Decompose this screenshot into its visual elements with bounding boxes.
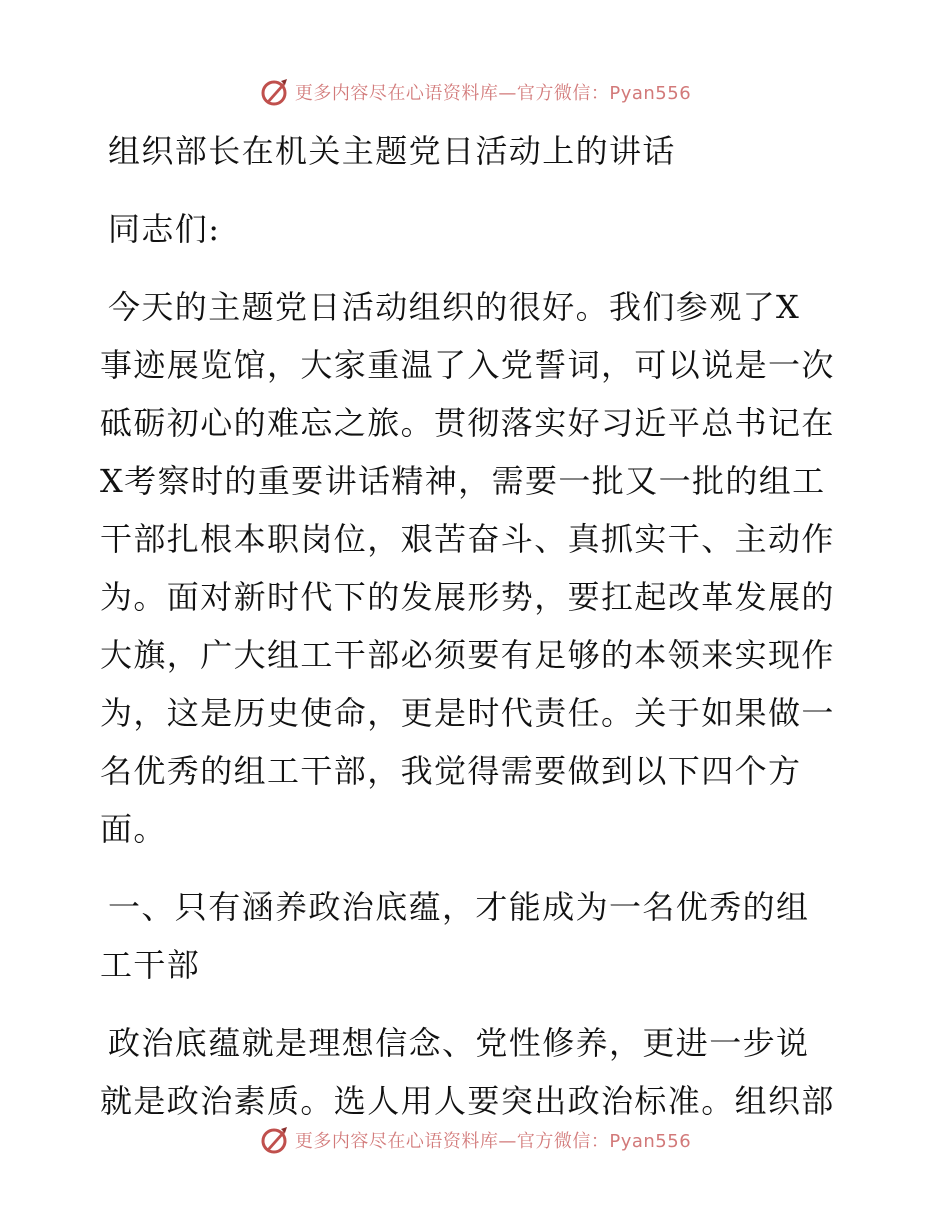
paragraph-1	[100, 278, 850, 858]
paragraph-line: X考察时的重要讲话精神，需要一批又一批的组工	[100, 462, 826, 500]
paragraph-line: 政治底蕴就是理想信念、党性修养，更进一步说	[108, 1024, 810, 1062]
paragraph-line: 为，这是历史使命，更是时代责任。关于如果做一	[100, 694, 835, 732]
heading-line: 一、只有涵养政治底蕴，才能成为一名优秀的组	[108, 888, 810, 926]
paragraph-line: 就是政治素质。选人用人要突出政治标准。组织部	[100, 1082, 835, 1120]
banner-text: 更多内容尽在心语资料库—官方微信：Pyan556	[294, 1131, 692, 1152]
document-body	[100, 122, 850, 1130]
heading-line: 工干部	[100, 946, 201, 984]
banner-text: 更多内容尽在心语资料库—官方微信：Pyan556	[294, 83, 692, 104]
paragraph-line: 事迹展览馆，大家重温了入党誓词，可以说是一次	[100, 346, 835, 384]
document-title: 组织部长在机关主题党日活动上的讲话	[108, 132, 676, 170]
header-banner	[0, 72, 950, 112]
paragraph-line: 为。面对新时代下的发展形势，要扛起改革发展的	[100, 578, 835, 616]
paragraph-2	[100, 1014, 850, 1130]
paragraph-line: 砥砺初心的难忘之旅。贯彻落实好习近平总书记在	[100, 404, 835, 442]
section-heading-1	[100, 878, 850, 994]
paragraph-line: 干部扎根本职岗位，艰苦奋斗、真抓实干、主动作	[100, 520, 835, 558]
salutation: 同志们:	[108, 210, 221, 248]
quill-pen-logo-icon	[259, 77, 289, 107]
footer-banner	[0, 1120, 950, 1160]
paragraph-line: 大旗，广大组工干部必须要有足够的本领来实现作	[100, 636, 835, 674]
paragraph-line: 今天的主题党日活动组织的很好。我们参观了X	[108, 288, 801, 326]
quill-pen-logo-icon	[259, 1125, 289, 1155]
paragraph-line: 面。	[100, 810, 167, 848]
paragraph-line: 名优秀的组工干部，我觉得需要做到以下四个方	[100, 752, 802, 790]
